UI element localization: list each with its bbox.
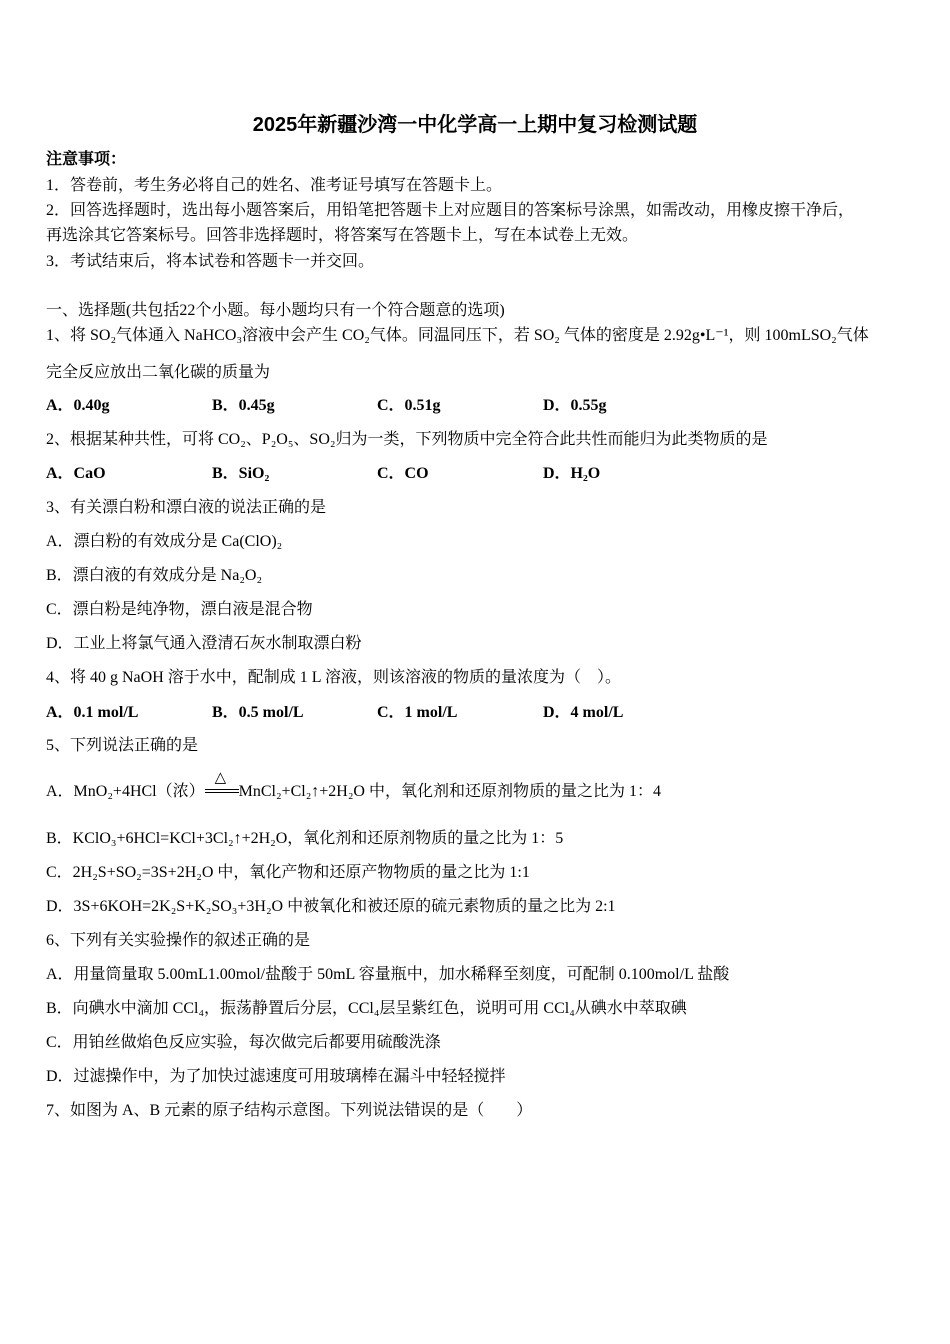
option-d: D．3S+6KOH=2K₂S+K₂SO₃+3H₂O 中被氧化和被还原的硫元素物质的量之比为 2:1 <box>46 898 616 915</box>
option-c: C．用铂丝做焰色反应实验，每次做完后都要用硫酸洗涤 <box>46 1034 441 1051</box>
question-1-stem-cont: 完全反应放出二氧化碳的质量为 <box>46 364 271 381</box>
option-d: D．工业上将氯气通入澄清石灰水制取漂白粉 <box>46 635 362 652</box>
option-c: C．CO <box>377 465 429 482</box>
option-b: B．漂白液的有效成分是 Na₂O₂ <box>46 567 263 584</box>
heat-triangle-icon: △ <box>214 770 227 786</box>
notice-heading: 注意事项： <box>46 151 127 168</box>
notice-item: 再选涂其它答案标号。回答非选择题时，将答案写在答题卡上，写在本试卷上无效。 <box>46 227 639 244</box>
option-c: C．0.51g <box>377 397 441 414</box>
notice-item: 2．回答选择题时，选出每小题答案后，用铅笔把答题卡上对应题目的答案标号涂黑，如需改动，用橡皮擦干净后， <box>46 202 855 219</box>
question-1-stem: 1、将 SO₂气体通入 NaHCO₃溶液中会产生 CO₂气体。同温同压下，若 SO₂ 气体的密度是 2.92g•L⁻¹，则 100mLSO₂气体 <box>46 327 869 344</box>
option-b: B．0.5 mol/L <box>212 704 304 721</box>
option-c: C．1 mol/L <box>377 704 458 721</box>
option-d: D．H₂O <box>543 465 601 482</box>
option-a: A．用量筒量取 5.00mL1.00mol/盐酸于 50mL 容量瓶中，加水稀释至刻度，可配制 0.100mol/L 盐酸 <box>46 966 730 983</box>
question-2-stem: 2、根据某种共性，可将 CO₂、P₂O₅、SO₂归为一类，下列物质中完全符合此共性而能归为此类物质的是 <box>46 431 768 448</box>
option-b: B．KClO₃+6HCl=KCl+3Cl₂↑+2H₂O，氧化剂和还原剂物质的量之比为 1：5 <box>46 830 564 847</box>
option-d: D．过滤操作中，为了加快过滤速度可用玻璃棒在漏斗中轻轻搅拌 <box>46 1068 506 1085</box>
option-a: A．0.40g <box>46 397 110 414</box>
question-5-stem: 5、下列说法正确的是 <box>46 737 199 754</box>
page-title: 2025年新疆沙湾一中化学高一上期中复习检测试题 <box>252 114 698 136</box>
option-a: A．漂白粉的有效成分是 Ca(ClO)₂ <box>46 533 283 550</box>
option-a <box>46 770 661 802</box>
option-d: D．0.55g <box>543 397 607 414</box>
question-4-stem: 4、将 40 g NaOH 溶于水中，配制成 1 L 溶液，则该溶液的物质的量浓度为（ ）。 <box>46 669 621 686</box>
equation-reactants: A．MnO₂+4HCl（浓） <box>46 783 205 800</box>
section-heading: 一、选择题(共包括22个小题。每小题均只有一个符合题意的选项) <box>46 302 505 319</box>
option-a: A．0.1 mol/L <box>46 704 139 721</box>
option-c: C．2H₂S+SO₂=3S+2H₂O 中，氧化产物和还原产物物质的量之比为 1:1 <box>46 864 530 881</box>
notice-item: 3．考试结束后，将本试卷和答题卡一并交回。 <box>46 253 375 270</box>
notice-item: 1．答卷前，考生务必将自己的姓名、准考证号填写在答题卡上。 <box>46 177 503 194</box>
option-c: C．漂白粉是纯净物，漂白液是混合物 <box>46 601 313 618</box>
equation-products: MnCl₂+Cl₂↑+2H₂O 中，氧化剂和还原剂物质的量之比为 1：4 <box>238 783 661 800</box>
option-b: B．0.45g <box>212 397 275 414</box>
option-b: B．向碘水中滴加 CCl₄，振荡静置后分层，CCl₄层呈紫红色，说明可用 CCl₄从碘水中萃取碘 <box>46 1000 687 1017</box>
question-7-stem: 7、如图为 A、B 元素的原子结构示意图。下列说法错误的是（ ） <box>46 1102 533 1119</box>
question-6-stem: 6、下列有关实验操作的叙述正确的是 <box>46 932 311 949</box>
question-3-stem: 3、有关漂白粉和漂白液的说法正确的是 <box>46 499 327 516</box>
option-b: B．SiO₂ <box>212 465 270 482</box>
option-d: D．4 mol/L <box>543 704 624 721</box>
heating-equals-sign <box>205 770 239 802</box>
option-a: A．CaO <box>46 465 106 482</box>
